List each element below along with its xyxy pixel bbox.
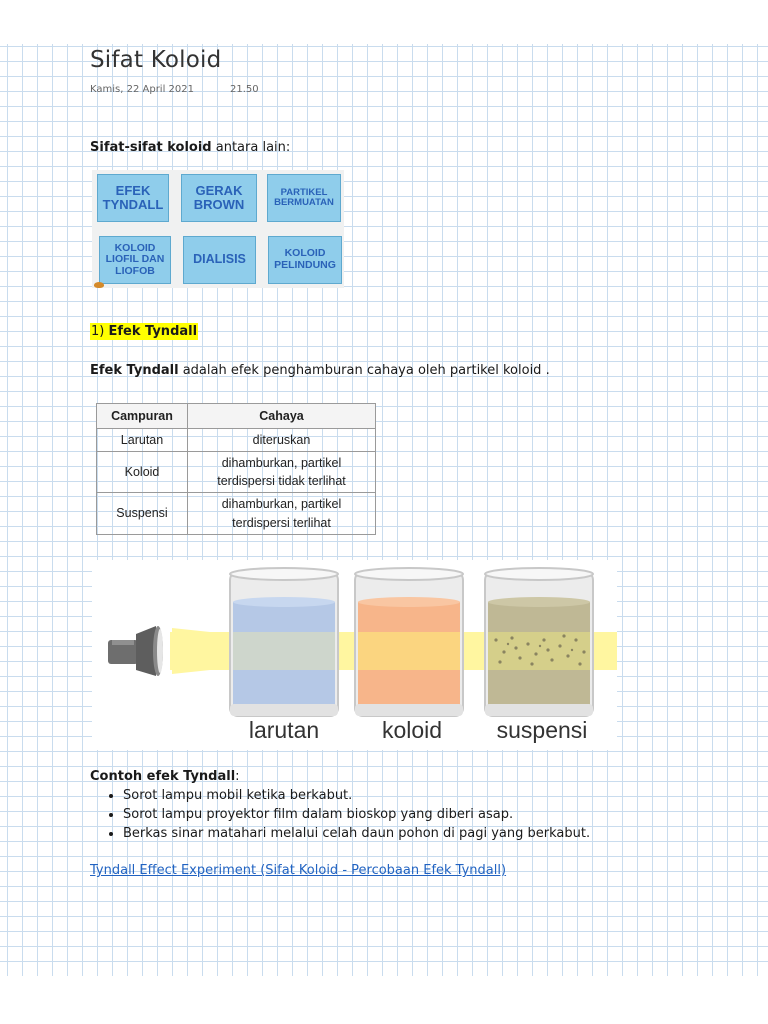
note-date: Kamis, 22 April 2021	[90, 84, 194, 95]
table-cell-campuran: Suspensi	[97, 493, 188, 534]
table-row	[97, 452, 376, 493]
beaker-suspensi	[485, 568, 593, 716]
list-item: • Berkas sinar matahari melalui celah daun pohon di pagi yang berkabut.	[123, 824, 590, 843]
property-card-dialisis	[183, 236, 256, 284]
table-header-row	[97, 404, 376, 429]
property-card-line: GERAK	[195, 182, 243, 198]
examples-heading-bold: Contoh efek Tyndall	[90, 769, 236, 784]
flashlight-icon	[108, 626, 163, 676]
colloid-properties-image	[92, 170, 344, 288]
page-title: Sifat Koloid	[90, 47, 222, 73]
property-card-partikel-bermuatan	[267, 174, 341, 222]
property-card-line: PARTIKEL	[280, 186, 328, 198]
label-suspensi: suspensi	[496, 717, 588, 743]
table-row	[97, 429, 376, 452]
table-cell-cahaya	[188, 452, 376, 493]
section-heading-efek-tyndall	[90, 323, 198, 340]
beaker-larutan	[230, 568, 338, 716]
intro-rest: antara lain:	[211, 140, 291, 155]
tyndall-illustration-svg	[92, 560, 617, 750]
table-cell-campuran: Koloid	[97, 452, 188, 493]
property-card-efek-tyndall	[97, 174, 169, 222]
property-card-line: TYNDALL	[102, 197, 164, 212]
property-card-koloid-pelindung	[268, 236, 342, 284]
note-timestamp	[90, 84, 259, 95]
table-header-cahaya: Cahaya	[188, 404, 376, 429]
property-card-line: BERMUATAN	[274, 197, 334, 208]
examples-heading-colon: :	[235, 769, 240, 784]
section-number: 1)	[91, 324, 109, 339]
label-koloid: koloid	[381, 717, 443, 743]
table-cell-line: terdispersi terlihat	[232, 515, 331, 530]
table-cell-campuran: Larutan	[97, 429, 188, 452]
table-cell-cahaya	[188, 493, 376, 534]
definition-text: adalah efek penghamburan cahaya oleh partikel koloid .	[178, 363, 550, 378]
note-time: 21.50	[229, 84, 259, 95]
property-card-line: PELINDUNG	[274, 259, 336, 271]
table-cell-line: dihamburkan, partikel	[221, 456, 342, 471]
section-title: Efek Tyndall	[108, 324, 198, 339]
list-item: • Sorot lampu mobil ketika berkabut.	[123, 786, 590, 805]
property-card-line: BROWN	[193, 197, 245, 212]
definition-paragraph	[90, 363, 550, 378]
table-header-campuran: Campuran	[97, 404, 188, 429]
tyndall-comparison-table	[96, 403, 376, 535]
decorative-spark-icon	[94, 282, 104, 288]
property-card-koloid-liofil-liofob	[99, 236, 171, 284]
property-card-line: EFEK	[115, 182, 151, 198]
intro-paragraph	[90, 140, 290, 155]
table-row	[97, 493, 376, 534]
table-cell-line: dihamburkan, partikel	[221, 497, 342, 512]
table-cell-line: terdispersi tidak terlihat	[217, 474, 346, 489]
examples-list	[90, 786, 590, 843]
property-card-line: KOLOID	[284, 247, 326, 260]
table-cell-cahaya	[188, 429, 376, 452]
list-item: • Sorot lampu proyektor film dalam bioskop yang diberi asap.	[123, 805, 590, 824]
table-cell-line: diteruskan	[252, 433, 311, 447]
property-card-line: LIOFOB	[115, 264, 155, 277]
tyndall-illustration	[92, 560, 617, 750]
property-card-line: DIALISIS	[193, 252, 246, 267]
intro-bold: Sifat-sifat koloid	[90, 140, 212, 155]
video-link[interactable]: Tyndall Effect Experiment (Sifat Koloid - Percobaan Efek Tyndall)	[90, 863, 507, 878]
property-card-line: LIOFIL DAN	[105, 253, 165, 266]
definition-term: Efek Tyndall	[90, 363, 179, 378]
light-beam-cone	[172, 628, 210, 674]
property-card-line: KOLOID	[114, 241, 156, 254]
property-card-gerak-brown	[181, 174, 257, 222]
examples-heading	[90, 769, 240, 784]
beaker-koloid	[355, 568, 463, 716]
label-larutan: larutan	[248, 717, 320, 743]
